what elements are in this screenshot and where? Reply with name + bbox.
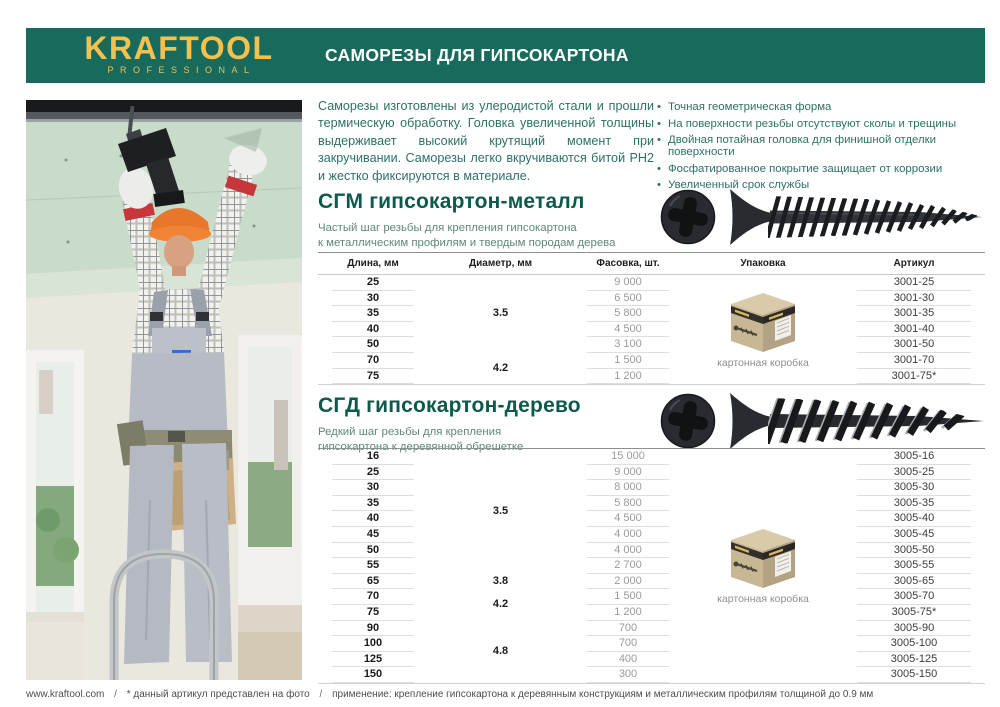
table-row — [318, 574, 985, 590]
section-subtitle-sgm — [318, 221, 615, 251]
sku-cell: 3005-30 — [843, 480, 985, 496]
table-row — [318, 558, 985, 574]
diameter-cell: 3.8 — [492, 574, 509, 587]
length-cell: 25 — [318, 275, 428, 291]
length-cell: 70 — [318, 353, 428, 369]
quantity-cell: 1 200 — [573, 369, 683, 385]
table-row — [318, 667, 985, 683]
sku-cell: 3005-70 — [843, 589, 985, 605]
sku-cell: 3001-70 — [843, 353, 985, 369]
table-row — [318, 527, 985, 543]
subtitle-line: Редкий шаг резьбы для крепления — [318, 426, 502, 438]
brand-name: KRAFTOOL — [84, 30, 274, 66]
column-header: Диаметр, мм — [428, 253, 573, 275]
table-row — [318, 465, 985, 481]
sku-cell: 3005-75* — [843, 605, 985, 621]
quantity-cell: 1 500 — [573, 353, 683, 369]
quantity-cell: 5 800 — [573, 496, 683, 512]
sgm-screw-image — [658, 186, 986, 248]
length-cell: 90 — [318, 621, 428, 637]
table-row — [318, 636, 985, 652]
length-cell: 40 — [318, 511, 428, 527]
table-row — [318, 353, 985, 369]
section-title-sgd: СГД гипсокартон-дерево — [318, 394, 581, 417]
sgd-table — [318, 448, 985, 684]
feature-list — [656, 101, 988, 196]
table-row — [318, 306, 985, 322]
length-cell: 100 — [318, 636, 428, 652]
sgm-table — [318, 252, 985, 385]
diameter-cell: 4.2 — [492, 598, 509, 611]
quantity-cell: 700 — [573, 621, 683, 637]
sku-cell: 3005-55 — [843, 558, 985, 574]
intro-paragraph: Саморезы изготовлены из улеродистой стали и прошли термическую обработку. Головка увеличенной толщины выдерживает высокий крутящий момент при закручивании. Саморезы легко вкручиваются битой PH2 и жестко фиксируются в материале. — [318, 99, 654, 183]
quantity-cell: 4 500 — [573, 511, 683, 527]
table-header-row — [318, 253, 985, 275]
table-row — [318, 322, 985, 338]
subtitle-line: Частый шаг резьбы для крепления гипсокартона — [318, 222, 577, 234]
feature-item: • Точная геометрическая форма — [656, 101, 988, 113]
diameter-cell: 3.5 — [492, 504, 509, 517]
length-cell: 35 — [318, 496, 428, 512]
table-row — [318, 449, 985, 465]
quantity-cell: 2 000 — [573, 574, 683, 590]
brand-tagline: PROFESSIONAL — [107, 65, 256, 75]
length-cell: 150 — [318, 667, 428, 683]
ceiling-gap — [26, 100, 302, 112]
sku-cell: 3001-50 — [843, 337, 985, 353]
sku-cell: 3001-30 — [843, 291, 985, 307]
quantity-cell: 1 500 — [573, 589, 683, 605]
cardboard-box-icon — [719, 291, 807, 353]
footer-separator: / — [114, 689, 117, 700]
quantity-cell: 4 000 — [573, 543, 683, 559]
screw-head-front-icon — [662, 395, 715, 448]
packaging-caption: картонная коробка — [717, 356, 809, 369]
subtitle-line: гипсокартона к деревянной обрешетке — [318, 440, 524, 453]
table-row — [318, 652, 985, 668]
screw-side-icon — [730, 189, 982, 245]
diameter-cell: 4.8 — [492, 644, 509, 657]
table-row — [318, 543, 985, 559]
packaging-cell — [683, 449, 843, 684]
column-header: Упаковка — [683, 253, 843, 275]
sku-cell: 3005-45 — [843, 527, 985, 543]
screw-head-front-icon — [662, 191, 715, 244]
length-cell: 55 — [318, 558, 428, 574]
length-cell: 125 — [318, 652, 428, 668]
table-row — [318, 291, 985, 307]
subtitle-line: к металлическим профилям и твердым породам дерева — [318, 236, 616, 249]
quantity-cell: 300 — [573, 667, 683, 683]
sku-cell: 3005-90 — [843, 621, 985, 637]
table-row — [318, 589, 985, 605]
length-cell: 30 — [318, 291, 428, 307]
packaging-caption: картонная коробка — [717, 592, 809, 605]
length-cell: 75 — [318, 369, 428, 385]
quantity-cell: 1 200 — [573, 605, 683, 621]
footer-separator: / — [319, 689, 323, 700]
quantity-cell: 400 — [573, 652, 683, 668]
window-left — [26, 350, 84, 680]
footer-note-photo: * данный артикул представлен на фото — [126, 689, 310, 700]
cardboard-box-icon — [719, 527, 807, 589]
feature-item: • На поверхности резьбы отсутствуют сколы и трещины — [656, 118, 988, 130]
sku-cell: 3001-25 — [843, 275, 985, 291]
column-header: Фасовка, шт. — [573, 253, 683, 275]
length-cell: 40 — [318, 322, 428, 338]
quantity-cell: 8 000 — [573, 480, 683, 496]
table-row — [318, 369, 985, 385]
quantity-cell: 4 500 — [573, 322, 683, 338]
length-cell: 45 — [318, 527, 428, 543]
sku-cell: 3005-40 — [843, 511, 985, 527]
screw-side-icon — [730, 393, 984, 449]
table-row — [318, 511, 985, 527]
quantity-cell: 4 000 — [573, 527, 683, 543]
table-row — [318, 275, 985, 291]
sku-cell: 3001-35 — [843, 306, 985, 322]
length-cell: 35 — [318, 306, 428, 322]
header-bar — [26, 28, 985, 83]
column-header: Артикул — [843, 253, 985, 275]
length-cell: 75 — [318, 605, 428, 621]
sku-cell: 3005-125 — [843, 652, 985, 668]
diameter-cell: 4.2 — [492, 361, 509, 374]
sku-cell: 3005-16 — [843, 449, 985, 465]
sku-cell: 3001-40 — [843, 322, 985, 338]
sku-cell: 3005-25 — [843, 465, 985, 481]
feature-item: • Увеличенный срок службы — [656, 179, 988, 191]
quantity-cell: 9 000 — [573, 275, 683, 291]
sku-cell: 3001-75* — [843, 369, 985, 385]
table-row — [318, 496, 985, 512]
length-cell: 25 — [318, 465, 428, 481]
length-cell: 30 — [318, 480, 428, 496]
feature-item: • Фосфатированное покрытие защищает от коррозии — [656, 163, 988, 175]
table-row — [318, 605, 985, 621]
quantity-cell: 700 — [573, 636, 683, 652]
footer — [26, 689, 873, 700]
feature-item: • Двойная потайная головка для финишной отделки поверхности — [656, 134, 988, 158]
length-cell: 50 — [318, 543, 428, 559]
quantity-cell: 3 100 — [573, 337, 683, 353]
table-row — [318, 480, 985, 496]
sgd-screw-image — [658, 390, 986, 452]
column-header: Длина, мм — [318, 253, 428, 275]
section-title-sgm: СГМ гипсокартон-металл — [318, 190, 585, 213]
length-cell: 50 — [318, 337, 428, 353]
quantity-cell: 5 800 — [573, 306, 683, 322]
quantity-cell: 6 500 — [573, 291, 683, 307]
sku-cell: 3005-150 — [843, 667, 985, 683]
table-row — [318, 337, 985, 353]
quantity-cell: 15 000 — [573, 449, 683, 465]
sku-cell: 3005-50 — [843, 543, 985, 559]
quantity-cell: 2 700 — [573, 558, 683, 574]
diameter-cell: 3.5 — [492, 307, 509, 320]
kraftool-logo — [60, 30, 298, 75]
page-title: САМОРЕЗЫ ДЛЯ ГИПСОКАРТОНА — [325, 45, 629, 65]
website-link[interactable]: www.kraftool.com — [26, 689, 105, 700]
window-right — [238, 335, 302, 680]
table-row — [318, 621, 985, 637]
packaging-cell — [683, 275, 843, 385]
ceiling-profile — [26, 112, 302, 119]
length-cell: 70 — [318, 589, 428, 605]
quantity-cell: 9 000 — [573, 465, 683, 481]
length-cell: 16 — [318, 449, 428, 465]
sku-cell: 3005-100 — [843, 636, 985, 652]
length-cell: 65 — [318, 574, 428, 590]
sku-cell: 3005-35 — [843, 496, 985, 512]
sku-cell: 3005-65 — [843, 574, 985, 590]
worker-photo — [26, 100, 302, 680]
footer-note-usage: применение: крепление гипсокартона к деревянным конструкциям и металлическим профилям толщиной до 0.9 мм — [332, 689, 874, 700]
